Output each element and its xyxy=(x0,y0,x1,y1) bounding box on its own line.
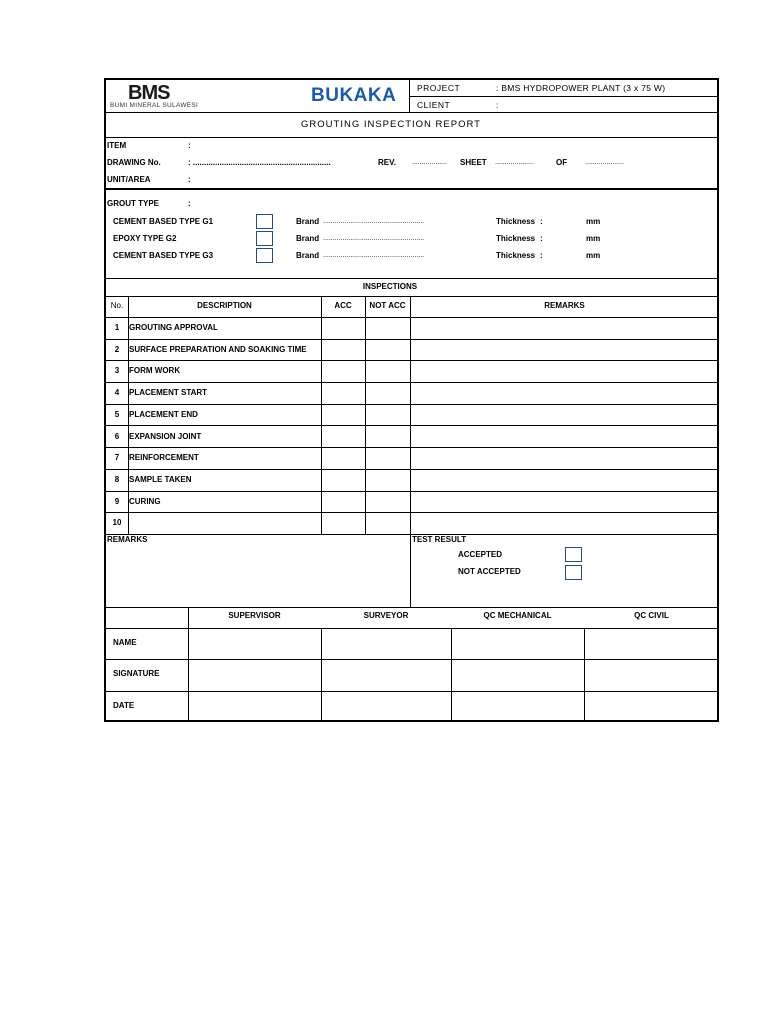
thickness-unit: mm xyxy=(586,234,601,243)
inspection-not-acc-cell[interactable] xyxy=(365,382,410,404)
grout-type-row xyxy=(106,214,719,231)
grout-type-row xyxy=(106,231,719,248)
inspection-remarks-cell[interactable] xyxy=(410,512,719,534)
inspection-row-number: 5 xyxy=(114,409,120,419)
sheet-label: SHEET xyxy=(460,158,487,167)
col-header-not-acc: NOT ACC xyxy=(369,301,406,310)
brand-value[interactable]: .................................................... xyxy=(323,218,425,225)
inspection-row-description: FORM WORK xyxy=(129,366,181,376)
col-header-acc: ACC xyxy=(334,301,352,310)
accepted-checkbox[interactable] xyxy=(565,547,582,562)
grout-type-name: CEMENT BASED TYPE G3 xyxy=(113,251,214,260)
thickness-unit: mm xyxy=(586,251,601,260)
of-label: OF xyxy=(556,158,568,167)
item-colon: : xyxy=(188,141,191,150)
brand-label: Brand xyxy=(296,251,320,260)
inspection-row-number: 6 xyxy=(114,431,120,441)
signoff-row-date: DATE xyxy=(113,701,135,710)
grout-type-checkbox[interactable] xyxy=(256,231,273,246)
item-label: ITEM xyxy=(107,141,127,150)
col-header-description: DESCRIPTION xyxy=(197,301,252,310)
not-accepted-checkbox[interactable] xyxy=(565,565,582,580)
inspection-row xyxy=(106,317,719,339)
thickness-label: Thickness xyxy=(496,217,536,226)
grout-type-row xyxy=(106,248,719,265)
signoff-col-qc-civil: QC CIVIL xyxy=(634,611,669,620)
inspection-row-description: REINFORCEMENT xyxy=(129,453,199,463)
inspection-form xyxy=(104,78,719,722)
inspection-row-description: PLACEMENT END xyxy=(129,409,198,419)
project-label: PROJECT xyxy=(417,83,461,93)
inspection-not-acc-cell[interactable] xyxy=(365,426,410,448)
inspection-not-acc-cell[interactable] xyxy=(365,491,410,513)
inspection-row xyxy=(106,447,719,469)
client-value: : xyxy=(496,100,499,110)
client-label: CLIENT xyxy=(417,100,451,110)
inspection-row-number: 2 xyxy=(114,344,120,354)
remarks-label: REMARKS xyxy=(107,535,148,544)
inspection-row-description: SURFACE PREPARATION AND SOAKING TIME xyxy=(129,344,307,354)
inspection-remarks-cell[interactable] xyxy=(410,491,719,513)
inspection-remarks-cell[interactable] xyxy=(410,469,719,491)
project-value: : BMS HYDROPOWER PLANT (3 x 75 W) xyxy=(496,83,666,93)
inspection-row-number: 3 xyxy=(114,366,120,376)
inspection-row xyxy=(106,382,719,404)
grout-type-label: GROUT TYPE xyxy=(107,199,160,208)
inspection-acc-cell[interactable] xyxy=(321,360,365,382)
accepted-label: ACCEPTED xyxy=(458,550,503,559)
inspection-not-acc-cell[interactable] xyxy=(365,317,410,339)
inspection-not-acc-cell[interactable] xyxy=(365,469,410,491)
inspection-remarks-cell[interactable] xyxy=(410,382,719,404)
inspection-row xyxy=(106,491,719,513)
inspection-row-number: 10 xyxy=(112,518,122,528)
brand-label: Brand xyxy=(296,234,320,243)
inspection-acc-cell[interactable] xyxy=(321,317,365,339)
signoff-row-name: NAME xyxy=(113,638,137,647)
drawing-label: DRAWING No. xyxy=(107,158,161,167)
bms-logo-text: BMS xyxy=(128,82,170,104)
inspection-remarks-cell[interactable] xyxy=(410,339,719,361)
rev-label: REV. xyxy=(378,158,396,167)
inspection-acc-cell[interactable] xyxy=(321,426,365,448)
inspections-title: INSPECTIONS xyxy=(362,282,418,291)
inspection-not-acc-cell[interactable] xyxy=(365,404,410,426)
drawing-value[interactable]: : .............................................................. xyxy=(188,158,331,167)
report-title: GROUTING INSPECTION REPORT xyxy=(301,119,481,130)
inspection-row xyxy=(106,512,719,534)
bms-logo xyxy=(106,80,306,112)
inspection-remarks-cell[interactable] xyxy=(410,426,719,448)
inspection-row xyxy=(106,426,719,448)
grout-type-checkbox[interactable] xyxy=(256,214,273,229)
inspection-acc-cell[interactable] xyxy=(321,447,365,469)
thickness-unit: mm xyxy=(586,217,601,226)
grout-type-name: CEMENT BASED TYPE G1 xyxy=(113,217,214,226)
bukaka-logo: BUKAKA xyxy=(311,85,397,106)
inspection-acc-cell[interactable] xyxy=(321,512,365,534)
inspection-row-number: 1 xyxy=(114,323,120,332)
grout-type-name: EPOXY TYPE G2 xyxy=(113,234,177,243)
thickness-colon: : xyxy=(540,234,543,243)
brand-value[interactable]: .................................................... xyxy=(323,235,425,242)
inspection-not-acc-cell[interactable] xyxy=(365,360,410,382)
inspection-row-number: 8 xyxy=(114,474,120,484)
inspection-row xyxy=(106,339,719,361)
inspection-row xyxy=(106,404,719,426)
bms-logo-subtitle: BUMI MINERAL SULAWESI xyxy=(110,102,199,109)
signoff-row-signature: SIGNATURE xyxy=(113,669,160,678)
not-accepted-label: NOT ACCEPTED xyxy=(458,567,521,576)
inspection-acc-cell[interactable] xyxy=(321,404,365,426)
inspection-remarks-cell[interactable] xyxy=(410,404,719,426)
col-header-no: No. xyxy=(110,301,124,310)
sheet-value[interactable]: .................... xyxy=(495,159,534,166)
thickness-colon: : xyxy=(540,251,543,260)
brand-value[interactable]: .................................................... xyxy=(323,252,425,259)
inspection-row-description: GROUTING APPROVAL xyxy=(129,323,218,332)
grout-type-colon: : xyxy=(188,199,191,208)
test-result-label: TEST RESULT xyxy=(412,535,467,544)
thickness-label: Thickness xyxy=(496,234,536,243)
inspection-row-number: 4 xyxy=(114,388,120,398)
inspection-row-description: SAMPLE TAKEN xyxy=(129,474,192,484)
inspection-row-description: PLACEMENT START xyxy=(129,388,208,398)
inspection-acc-cell[interactable] xyxy=(321,491,365,513)
signoff-col-supervisor: SUPERVISOR xyxy=(228,611,281,620)
grout-type-checkbox[interactable] xyxy=(256,248,273,263)
rev-value[interactable]: .................. xyxy=(412,159,448,166)
inspection-remarks-cell[interactable] xyxy=(410,317,719,339)
thickness-label: Thickness xyxy=(496,251,536,260)
unit-area-colon: : xyxy=(188,175,191,184)
of-value[interactable]: .................... xyxy=(585,159,624,166)
inspection-row xyxy=(106,469,719,491)
signoff-col-surveyor: SURVEYOR xyxy=(363,611,409,620)
inspection-not-acc-cell[interactable] xyxy=(365,447,410,469)
inspection-not-acc-cell[interactable] xyxy=(365,339,410,361)
inspection-acc-cell[interactable] xyxy=(321,339,365,361)
inspection-remarks-cell[interactable] xyxy=(410,360,719,382)
signoff-col-qc-mechanical: QC MECHANICAL xyxy=(483,611,552,620)
inspection-remarks-cell[interactable] xyxy=(410,447,719,469)
thickness-colon: : xyxy=(540,217,543,226)
inspection-row-number: 7 xyxy=(114,453,120,463)
inspection-not-acc-cell[interactable] xyxy=(365,512,410,534)
brand-label: Brand xyxy=(296,217,320,226)
inspection-row-number: 9 xyxy=(114,496,120,506)
col-header-remarks: REMARKS xyxy=(544,301,585,310)
inspection-acc-cell[interactable] xyxy=(321,469,365,491)
unit-area-label: UNIT/AREA xyxy=(107,175,151,184)
inspection-row-description: CURING xyxy=(129,496,161,506)
inspection-row xyxy=(106,360,719,382)
inspection-row-description: EXPANSION JOINT xyxy=(129,431,202,441)
inspection-acc-cell[interactable] xyxy=(321,382,365,404)
